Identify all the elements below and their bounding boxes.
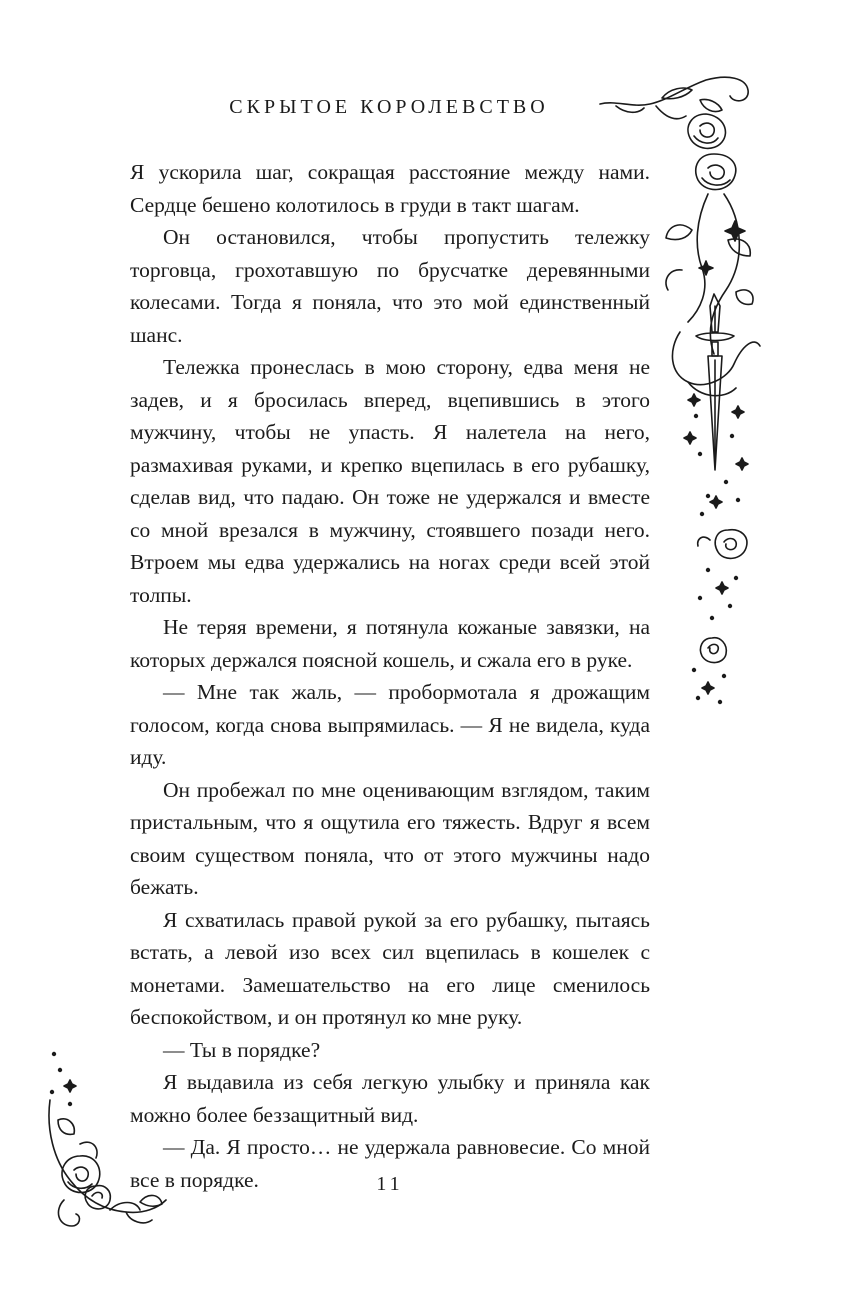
paragraph: Я ускорила шаг, сокращая расстояние между нами. Сердце бешено колотилось в груди в такт шагам. (130, 160, 650, 217)
running-title: СКРЫТОЕ КОРОЛЕВСТВО (229, 96, 549, 118)
body-text (130, 156, 650, 1196)
paragraph: Тележка пронеслась в мою сторону, едва меня не задев, и я бросилась вперед, вцепившись в этого мужчину, чтобы не упасть. Я налетела на него, размахивая руками, и крепко вцепилась в его рубашку, сделав вид, что падаю. Он тоже не удержался и вместе со мной врезался в мужчину, стоявшего позади него. Втроем мы едва удержались на ногах среди всей этой толпы. (130, 355, 650, 607)
paragraph: — Ты в порядке? (163, 1037, 321, 1062)
page-number: 11 (376, 1173, 404, 1195)
paragraph: Я выдавила из себя легкую улыбку и приняла как можно более беззащитный вид. (130, 1070, 650, 1127)
floral-dagger-ornament-icon (596, 70, 764, 710)
paragraph: Я схватилась правой рукой за его рубашку, пытаясь встать, а левой изо всех сил вцепилась в кошелек с монетами. Замешательство на его лице сменилось беспокойством, и он протянул ко мне руку. (130, 907, 650, 1029)
floral-vine-ornament-icon (40, 1040, 170, 1240)
paragraph: — Мне так жаль, — пробормотала я дрожащим голосом, когда снова выпрямилась. — Я не видела, куда иду. (130, 680, 650, 769)
paragraph: — Да. Я просто… не удержала равновесие. Со мной все в порядке. (130, 1135, 650, 1192)
paragraph: Он остановился, чтобы пропустить тележку торговца, грохотавшую по брусчатке деревянными колесами. Тогда я поняла, что это мой единственный шанс. (130, 225, 650, 347)
paragraph: Он пробежал по мне оценивающим взглядом, таким пристальным, что я ощутила его тяжесть. Вдруг я всем своим существом поняла, что от этого мужчины надо бежать. (130, 777, 650, 899)
paragraph: Не теряя времени, я потянула кожаные завязки, на которых держался поясной кошель, и сжала его в руке. (130, 615, 650, 672)
